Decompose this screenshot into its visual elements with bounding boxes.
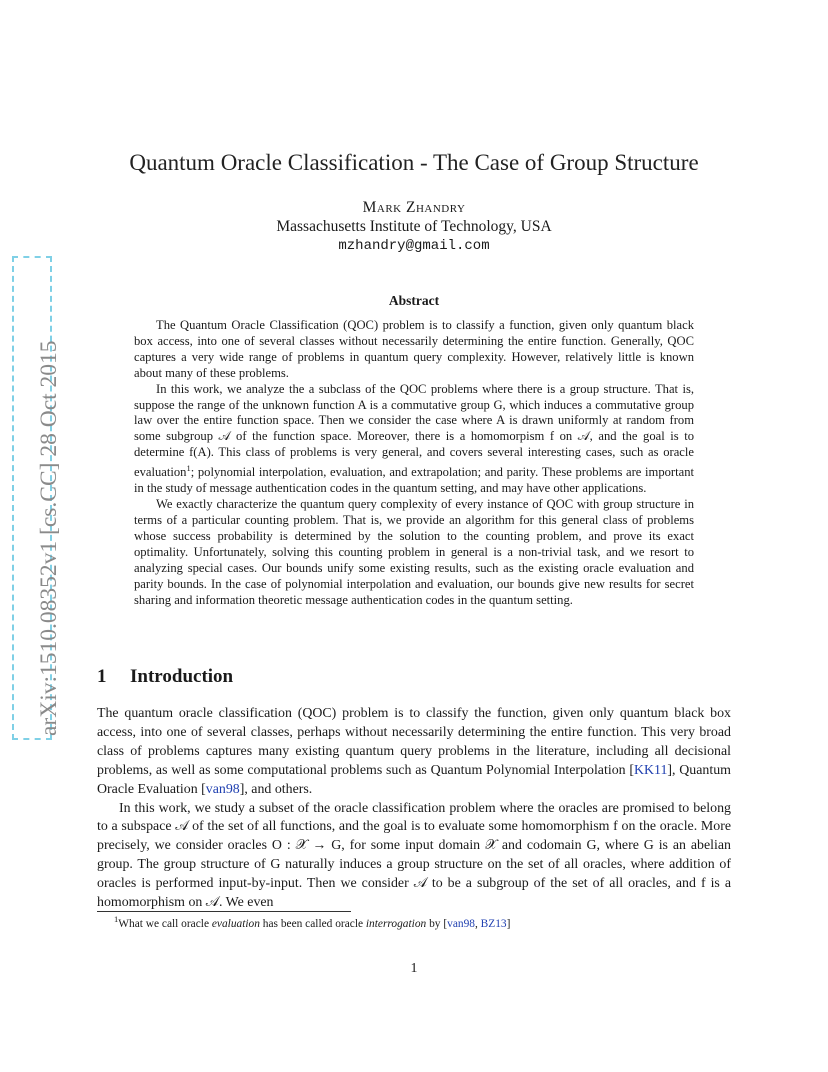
footnote-marker[interactable]: 1 (186, 463, 191, 474)
footnote-text-c: by [ (426, 917, 448, 930)
footnote-separator: , (474, 917, 481, 930)
footnote (114, 914, 510, 930)
citation-kk11[interactable]: KK11 (633, 762, 668, 778)
footnote-citation-bz13[interactable]: BZ13 (480, 917, 507, 930)
section-title: Introduction (130, 666, 234, 687)
paper-title: Quantum Oracle Classification - The Case of Group Structure (129, 150, 699, 175)
footnote-divider (97, 911, 351, 912)
abstract-body (134, 318, 694, 609)
abstract-paragraph-2 (134, 382, 694, 498)
author-name: Mark Zhandry (362, 199, 466, 216)
abstract-p2-text-b: ; polynomial interpolation, evaluation, and extrapolation; and parity. These problems are important in the study of message authentication codes in the quantum setting, and may have other applications. (134, 465, 694, 496)
abstract-p2-text-a: In this work, we analyze the a subclass of the QOC problems where there is a group structure. That is, suppose the range of the unknown function A is a commutative group G, which induces a commutative group law over the entire function space. Then we consider the case where A is drawn uniformly at random from some subgroup 𝒜 of the function space. Moreover, there is a homomorpism f on 𝒜, and the goal is to determine f(A). This class of problems is very general, and covers several interesting cases, such as oracle evaluation (134, 381, 694, 480)
arxiv-identifier: arXiv:1510.08352v1 [cs.CC] 28 Oct 2015 (36, 340, 62, 736)
author-email: mzhandry@gmail.com (338, 238, 490, 254)
footnote-text-b: has been called oracle (259, 917, 366, 930)
abstract-heading: Abstract (388, 293, 440, 308)
section-heading (97, 666, 233, 688)
footnote-text-d: ] (506, 917, 511, 930)
footnote-citation-van98[interactable]: van98 (447, 917, 475, 930)
footnote-em-interrogation: interrogation (365, 917, 427, 930)
footnote-text-a: What we call oracle (118, 917, 212, 930)
intro-paragraph-2: In this work, we study a subset of the oracle classification problem where the oracles are promised to belong to a subspace 𝒜 of the set of all functions, and the goal is to evaluate some homomorphism f on the oracle. More precisely, we consider oracles O : 𝒳 → G, for some input domain 𝒳 and codomain G, where G is an abelian group. The group structure of G naturally induces a group structure on the set of all oracles, where addition of oracles is performed input-by-input. Then we consider 𝒜 to be a subgroup of the set of all oracles, and f is a homomorphism on 𝒜. We even (97, 800, 731, 911)
intro-paragraph-1 (97, 705, 731, 800)
intro-p1-text-a: The quantum oracle classification (QOC) problem is to classify the function, given only quantum black box access, into one of several classes, perhaps without necessarily determining the entire function. This very broad class of problems captures many existing quantum query problems in the literature, including all decisional problems, as well as some computational problems such as Quantum Polynomial Interpolation [ (97, 706, 731, 778)
abstract-paragraph-1: The Quantum Oracle Classification (QOC) problem is to classify a function, given only quantum black box access, into one of several classes without necessarily determining the entire function. Generally, QOC captures a very wide range of problems in quantum query complexity. However, relatively little is known about many of these problems. (134, 318, 694, 380)
intro-p1-text-c: ], and others. (239, 781, 313, 797)
page-number: 1 (410, 961, 418, 976)
introduction-body (97, 705, 731, 913)
author-affiliation: Massachusetts Institute of Technology, USA (276, 218, 552, 235)
section-number: 1 (97, 666, 107, 687)
footnote-em-evaluation: evaluation (211, 917, 260, 930)
footnote-number: 1 (114, 914, 119, 924)
abstract-paragraph-3: We exactly characterize the quantum query complexity of every instance of QOC with group structure in terms of a particular counting problem. That is, we provide an algorithm for this general class of problems whose success probability is determined by the solution to the counting problem, and prove its exact optimality. Unfortunately, solving this counting problem in general is a non-trivial task, and we resort to analyzing special cases. Our bounds unify some existing results, such as the existing oracle evaluation and parity bounds. In the case of polynomial interpolation and evaluation, our bounds give new results for secret sharing and information theoretic message authentication codes in the quantum setting. (134, 497, 694, 607)
intro-p1-text-b: ], Quantum Oracle Evaluation [ (97, 762, 731, 797)
citation-van98[interactable]: van98 (205, 781, 240, 797)
